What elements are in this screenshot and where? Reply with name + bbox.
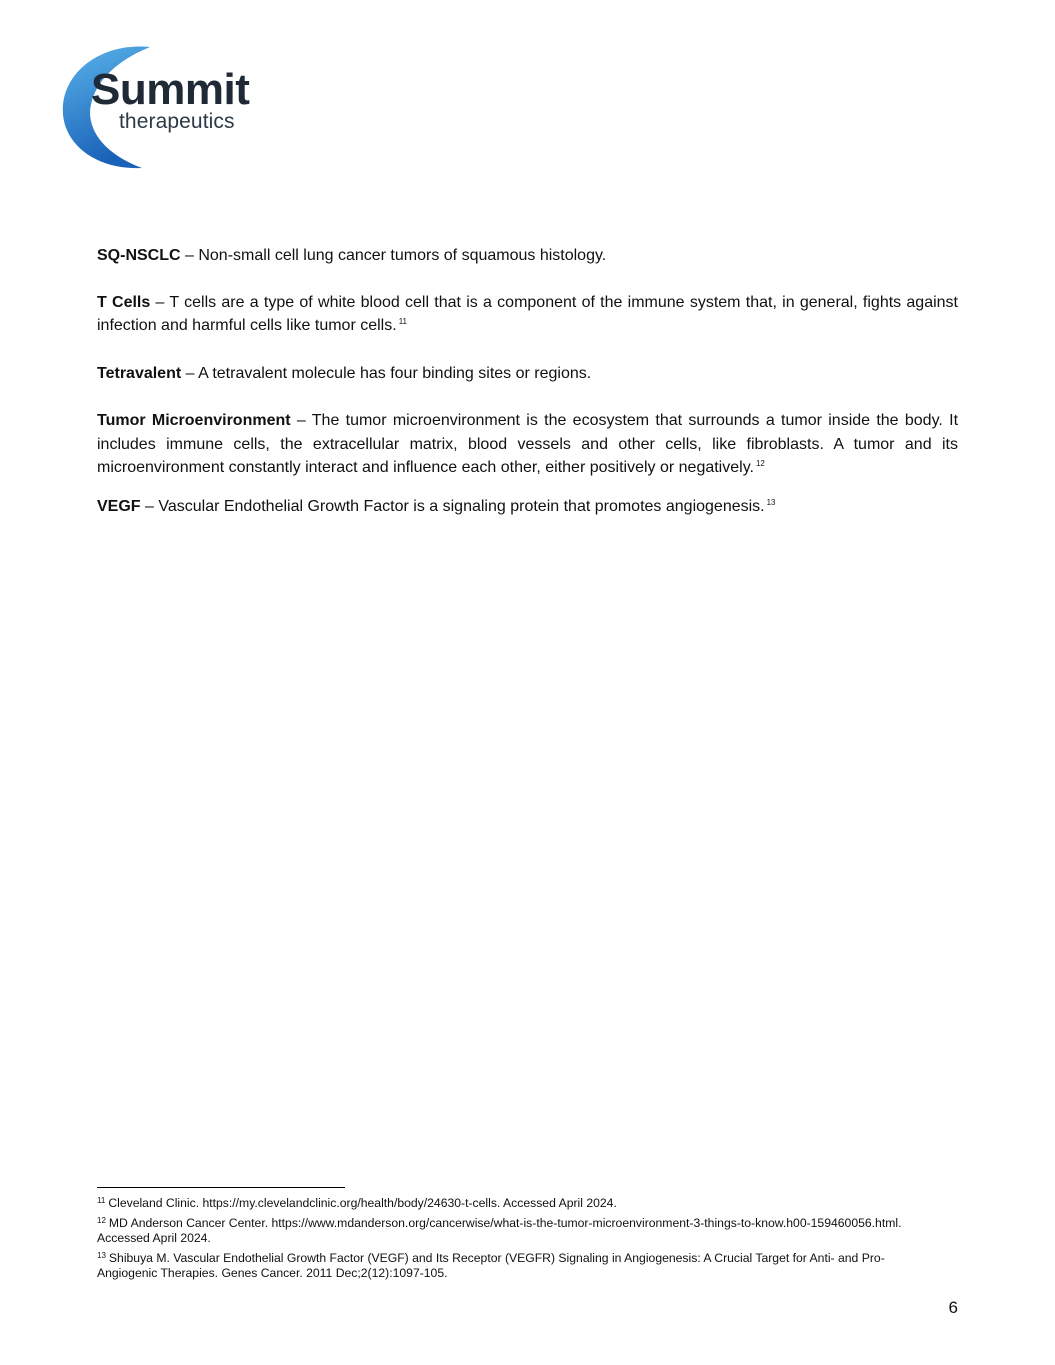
footnote-number: 11 [97, 1196, 106, 1205]
footnote-text: Cleveland Clinic. https://my.clevelandclinic.org/health/body/24630-t-cells. Accessed April 2024. [108, 1196, 617, 1210]
company-logo [60, 44, 260, 172]
footnote-ref[interactable]: 12 [755, 459, 765, 468]
footnote-12 [97, 1216, 942, 1247]
footnote-ref[interactable]: 13 [766, 497, 776, 507]
glossary-term: Tetravalent [97, 364, 182, 382]
footnote-text: Shibuya M. Vascular Endothelial Growth Factor (VEGF) and Its Receptor (VEGFR) Signaling in Angiogenesis: A Crucial Target for Anti- and Pro-Angiogenic Therapies. Genes Cancer. 2011 Dec;2(12):1097-105. [97, 1250, 885, 1280]
glossary-term: VEGF [97, 497, 141, 515]
glossary-term: T Cells [97, 293, 151, 311]
glossary-entry-sq-nsclc [97, 244, 958, 268]
footnote-number: 13 [97, 1250, 106, 1260]
footnote-number: 12 [97, 1215, 106, 1225]
glossary-term: SQ-NSCLC [97, 247, 181, 264]
footnote-divider [97, 1187, 345, 1188]
glossary-definition: – The tumor microenvironment is the ecosystem that surrounds a tumor inside the body. It includes immune cells, the extracellular matrix, blood vessels and other cells, like fibroblasts. A tumor and its microenvironment constantly interact and influence each other, either positively or negatively. [97, 412, 959, 476]
glossary-entry-tetravalent [97, 362, 958, 386]
glossary-section [97, 244, 958, 518]
glossary-entry-t-cells [97, 291, 958, 338]
glossary-entry-tumor-microenvironment [97, 409, 958, 480]
footnote-text: MD Anderson Cancer Center. https://www.mdanderson.org/cancerwise/what-is-the-tumor-microenvironment-3-things-to-know.h00-159460056.html. Accessed April 2024. [97, 1215, 902, 1245]
logo-wordmark: Summit [91, 65, 250, 114]
glossary-definition: – Vascular Endothelial Growth Factor is a signaling protein that promotes angiogenesis. [140, 497, 765, 515]
footnote-ref[interactable]: 11 [398, 317, 407, 326]
glossary-definition: – T cells are a type of white blood cell that is a component of the immune system that, in general, fights against infection and harmful cells like tumor cells. [97, 293, 959, 334]
footnote-13 [97, 1251, 942, 1282]
logo-subtitle: therapeutics [119, 110, 235, 133]
page-number: 6 [948, 1298, 958, 1317]
footnote-11 [97, 1196, 942, 1212]
glossary-definition: – Non-small cell lung cancer tumors of squamous histology. [180, 247, 607, 264]
footnotes [97, 1196, 942, 1286]
glossary-entry-vegf [97, 495, 958, 519]
glossary-definition: – A tetravalent molecule has four binding sites or regions. [181, 364, 592, 382]
glossary-term: Tumor Microenvironment [97, 412, 291, 429]
